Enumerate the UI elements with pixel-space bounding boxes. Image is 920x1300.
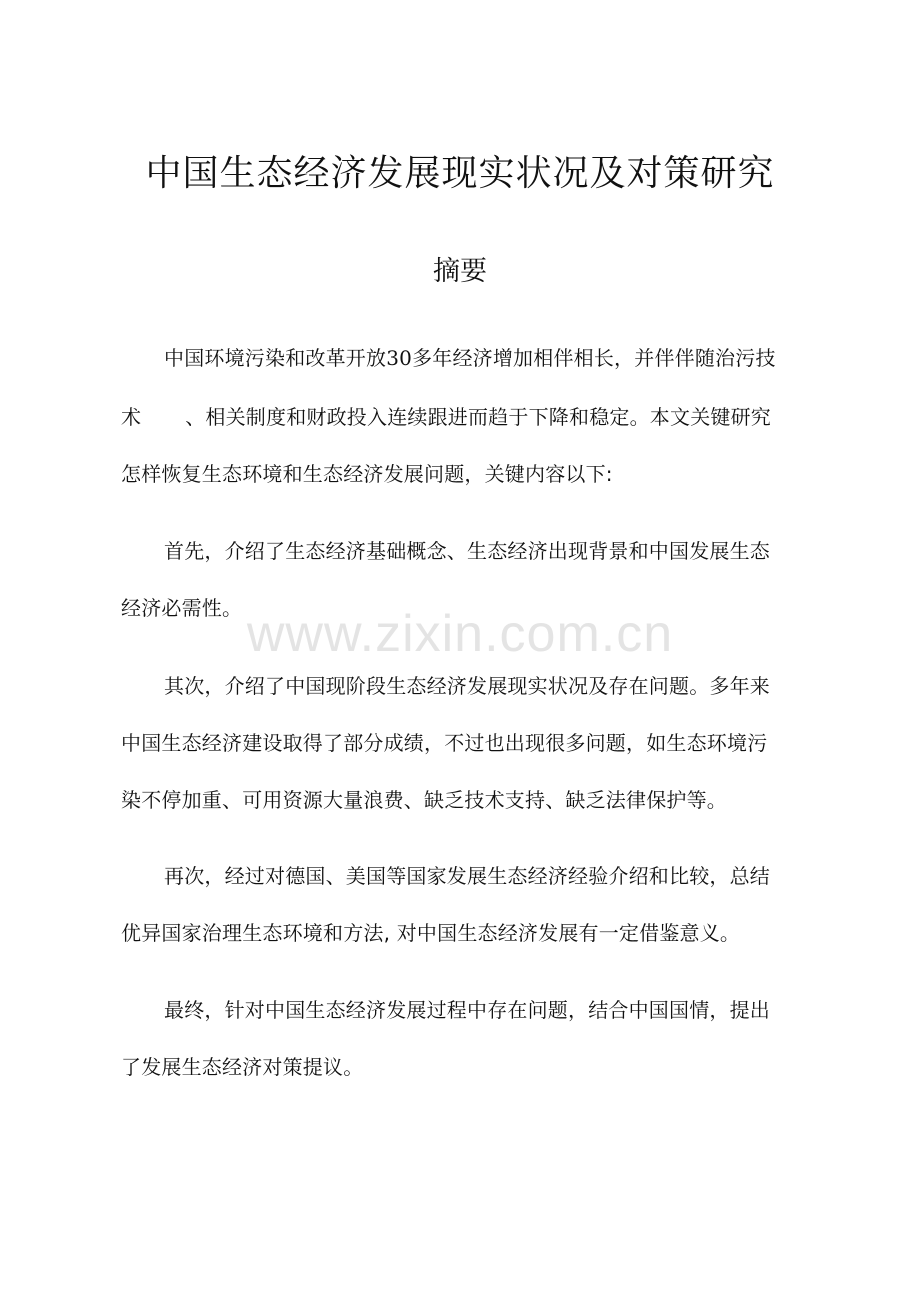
paragraph-line: 中国生态经济建设取得了部分成绩，不过也出现很多问题，如生态环境污 <box>121 731 768 755</box>
paragraph-line: 其次，介绍了中国现阶段生态经济发展现实状况及存在问题。多年来 <box>164 674 770 698</box>
paragraph-line: 经济必需性。 <box>121 596 243 620</box>
paragraph-line: 最终，针对中国生态经济发展过程中存在问题，结合中国国情，提出 <box>164 998 770 1022</box>
document-title: 中国生态经济发展现实状况及对策研究 <box>145 153 775 194</box>
paragraph-line: 首先，介绍了生态经济基础概念、生态经济出现背景和中国发展生态 <box>164 539 770 563</box>
paragraph-line: 染不停加重、可用资源大量浪费、缺乏技术支持、缺乏法律保护等。 <box>121 788 727 812</box>
number-text: 30 <box>386 346 413 370</box>
abstract-heading: 摘要 <box>433 256 487 287</box>
watermark: www.zixin.com.cn <box>246 605 674 663</box>
paragraph-line: 再次，经过对德国、美国等国家发展生态经济经验介绍和比较，总结 <box>164 864 770 888</box>
paragraph-line: 怎样恢复生态环境和生态经济发展问题，关键内容以下: <box>121 462 613 486</box>
paragraph-line: 了发展生态经济对策提议。 <box>121 1055 364 1079</box>
paragraph-line: 术 、相关制度和财政投入连续跟进而趋于下降和稳定。本文关键研究 <box>121 405 772 429</box>
paragraph-line: 优异国家治理生态环境和方法, 对中国生态经济发展有一定借鉴意义。 <box>121 921 741 945</box>
paragraph-line: 中国环境污染和改革开放30多年经济增加相伴相长，并伴伴随治污技 <box>164 346 776 370</box>
